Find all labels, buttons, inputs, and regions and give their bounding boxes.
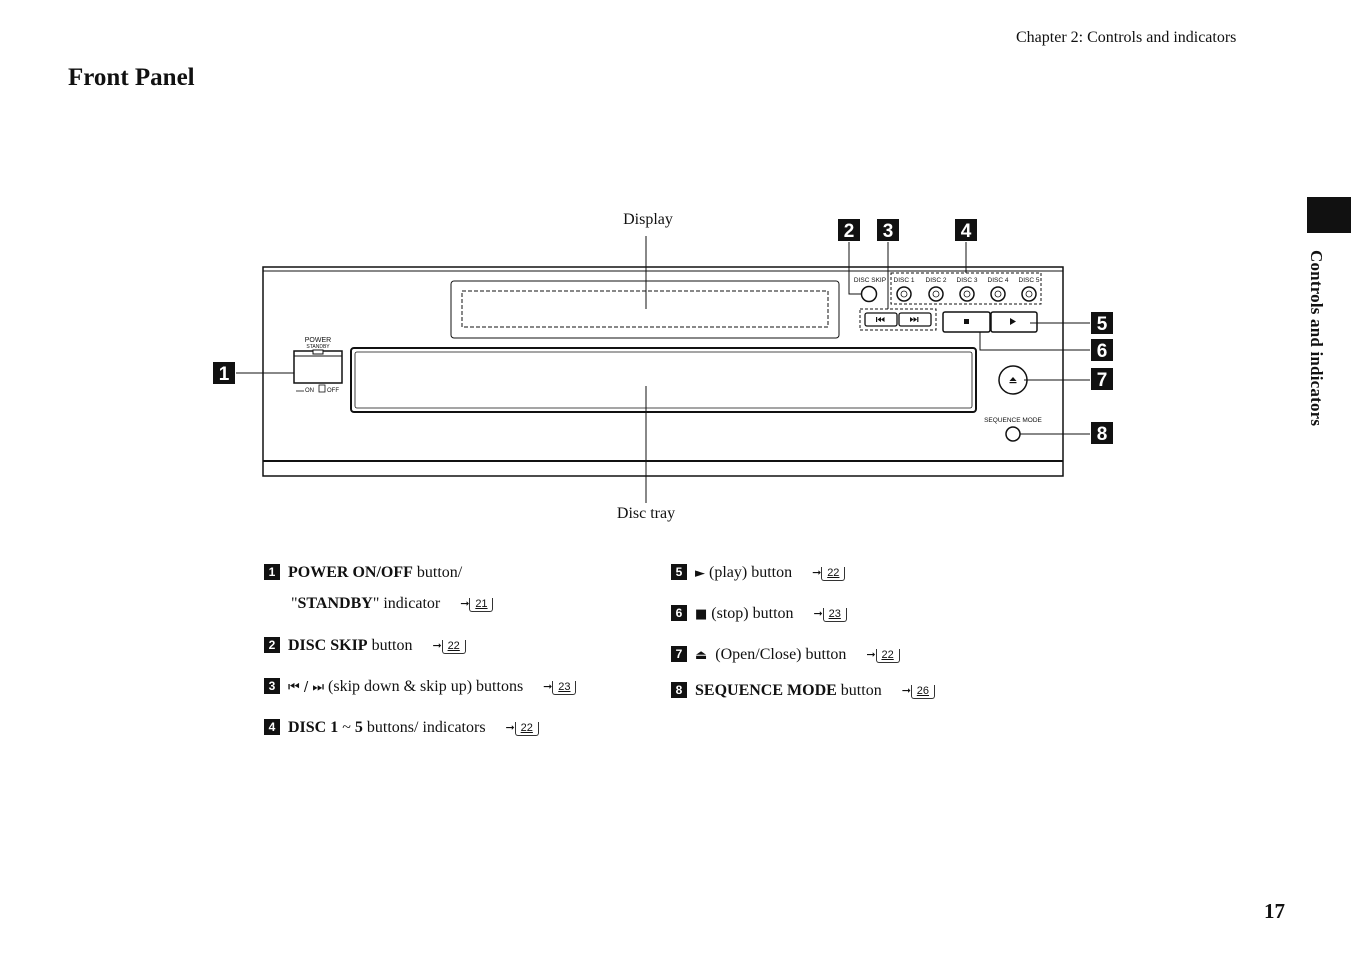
- desc-badge: 8: [671, 682, 687, 698]
- desc-text: (stop) button: [707, 605, 794, 622]
- desc-text: button: [367, 637, 413, 654]
- section-tab-label: Controls and indicators: [1307, 250, 1326, 427]
- chassis: [263, 267, 1063, 476]
- callout-1-badge: 1: [218, 364, 230, 385]
- ref-arrow-icon: ➞: [812, 566, 822, 579]
- stop-icon-text: ■: [695, 607, 708, 622]
- book-icon: 22: [442, 640, 466, 654]
- book-icon: 22: [876, 649, 900, 663]
- standby-label: STANDBY: [306, 344, 330, 350]
- disc-skip-label: DISC SKIP: [853, 277, 887, 284]
- desc-item-4: [264, 718, 539, 739]
- eject-icon-text: ⏏: [695, 648, 708, 663]
- stop-icon: [964, 319, 969, 324]
- desc-text: button/: [412, 564, 463, 581]
- callout-3-badge: 3: [882, 221, 894, 242]
- desc-bold: DISC 1: [288, 719, 339, 736]
- page-ref[interactable]: [812, 562, 845, 583]
- callout-8-badge: 8: [1096, 424, 1108, 445]
- disc-labels: [894, 277, 1040, 284]
- disc-tray-label: Disc tray: [616, 505, 676, 522]
- disc-3-label: DISC 3: [956, 277, 978, 284]
- disc-2-label: DISC 2: [925, 277, 947, 284]
- disc-5-label: DISC 5: [1018, 277, 1040, 284]
- desc-badge: 1: [264, 564, 280, 580]
- on-label: ON: [305, 388, 314, 394]
- ref-arrow-icon: ➞: [543, 680, 553, 693]
- display-label: Display: [623, 211, 673, 228]
- page-title: Front Panel: [68, 64, 195, 91]
- page-number: 17: [1264, 899, 1285, 923]
- page-ref[interactable]: [814, 603, 847, 624]
- ref-arrow-icon: ➞: [460, 597, 470, 610]
- skip-icons-text: ⏮ / ⏭: [288, 680, 325, 695]
- book-icon: 21: [469, 598, 493, 612]
- desc-text-mid: ~: [338, 719, 355, 736]
- desc-text: " indicator: [372, 595, 441, 612]
- desc-item-2: [264, 636, 466, 657]
- book-icon: 23: [552, 681, 576, 695]
- transport-buttons: [943, 312, 1037, 332]
- desc-bold: POWER ON/OFF: [288, 564, 413, 581]
- ref-arrow-icon: ➞: [813, 607, 823, 620]
- sequence-mode-label: SEQUENCE MODE: [984, 417, 1042, 424]
- desc-bold: STANDBY: [297, 595, 373, 612]
- desc-item-5: [671, 563, 845, 584]
- desc-badge: 4: [264, 719, 280, 735]
- desc-bold: DISC SKIP: [288, 637, 368, 654]
- play-icon-text: ►: [695, 566, 705, 581]
- book-icon: 22: [515, 722, 539, 736]
- desc-badge: 3: [264, 678, 280, 694]
- book-icon: 26: [911, 685, 935, 699]
- desc-item-6: [671, 604, 847, 625]
- desc-text: (Open/Close) button: [707, 646, 847, 663]
- display-window: [451, 281, 839, 338]
- power-label: POWER: [304, 337, 332, 344]
- desc-bold-2: 5: [354, 719, 363, 736]
- ref-arrow-icon: ➞: [432, 639, 442, 652]
- callout-7-badge: 7: [1096, 370, 1108, 391]
- ref-arrow-icon: ➞: [866, 648, 876, 661]
- page-ref[interactable]: [902, 680, 935, 701]
- desc-text: (play) button: [705, 564, 793, 581]
- page-ref[interactable]: [460, 593, 493, 614]
- desc-item-1: [264, 563, 462, 583]
- sequence-mode-button[interactable]: [1006, 427, 1020, 441]
- book-icon: 23: [823, 608, 847, 622]
- off-label: OFF: [327, 388, 339, 394]
- disc-tray: [351, 348, 976, 412]
- desc-pre: ": [291, 595, 298, 612]
- desc-item-3: [264, 677, 576, 698]
- desc-text: (skip down & skip up) buttons: [324, 678, 524, 695]
- desc-text: buttons/ indicators: [362, 719, 486, 736]
- callout-4-badge: 4: [960, 221, 972, 242]
- ref-arrow-icon: ➞: [901, 684, 911, 697]
- disc-1-label: DISC 1: [893, 277, 915, 284]
- page-ref[interactable]: [432, 635, 465, 656]
- desc-badge: 2: [264, 637, 280, 653]
- desc-bold: SEQUENCE MODE: [695, 682, 837, 699]
- callout-2-line: [849, 242, 861, 294]
- ref-arrow-icon: ➞: [505, 721, 515, 734]
- page-ref[interactable]: [506, 717, 539, 738]
- desc-item-8: [671, 681, 935, 702]
- callout-6-badge: 6: [1096, 341, 1108, 362]
- page-ref[interactable]: [543, 676, 576, 697]
- desc-item-1b: [291, 594, 493, 615]
- desc-text: button: [836, 682, 882, 699]
- book-icon: 22: [821, 567, 845, 581]
- desc-badge: 5: [671, 564, 687, 580]
- callout-2-badge: 2: [843, 221, 855, 242]
- disc-skip-button[interactable]: [862, 287, 877, 302]
- page-ref[interactable]: [866, 644, 899, 665]
- desc-badge: 7: [671, 646, 687, 662]
- skip-buttons: [865, 313, 931, 326]
- callout-6-line: [980, 332, 1090, 350]
- desc-item-7: [671, 645, 900, 666]
- callout-5-badge: 5: [1096, 314, 1108, 335]
- chapter-header: Chapter 2: Controls and indicators: [1016, 29, 1237, 46]
- disc-buttons: [897, 287, 1036, 301]
- disc-4-label: DISC 4: [987, 277, 1009, 284]
- power-button[interactable]: [294, 350, 342, 383]
- desc-badge: 6: [671, 605, 687, 621]
